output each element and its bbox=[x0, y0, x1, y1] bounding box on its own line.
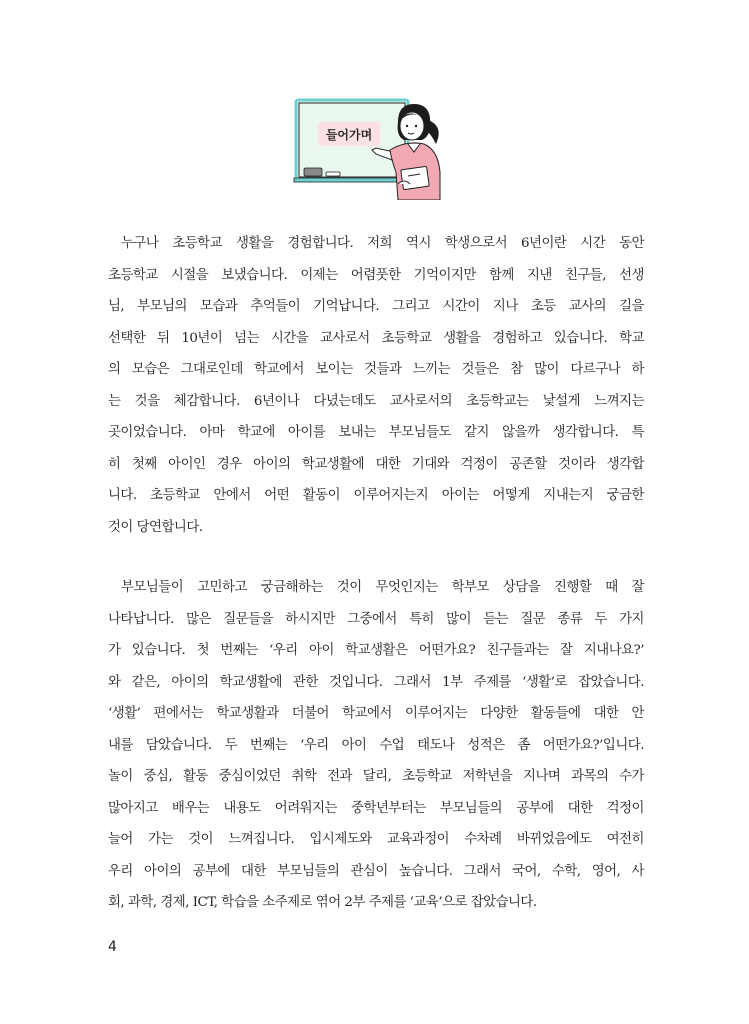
text-line: 우리 아이의 공부에 대한 부모님들의 관심이 높습니다. 그래서 국어, 수학, 영어, 사 bbox=[108, 863, 644, 879]
text-line: 회, 과학, 경제, ICT, 학습을 소주제로 엮어 2부 주제를 ‘교육’으로 잡았습니다. bbox=[108, 895, 537, 910]
text-line: 나타납니다. 많은 질문들을 하시지만 그중에서 특히 많이 듣는 질문 종류 두 가지 bbox=[108, 611, 644, 627]
intro-paragraph-1 bbox=[108, 228, 644, 543]
text-line: 누구나 초등학교 생활을 경험합니다. 저희 역시 학생으로서 6년이란 시간 동안 bbox=[121, 236, 644, 251]
page-number: 4 bbox=[108, 939, 117, 955]
board-title: 들어가며 bbox=[325, 128, 373, 142]
book-icon bbox=[401, 166, 430, 189]
marker-icon bbox=[326, 172, 340, 176]
teacher-whiteboard-illustration bbox=[290, 92, 460, 200]
text-line: 것이 당연합니다. bbox=[108, 519, 203, 535]
text-line: 부모님들이 고민하고 궁금해하는 것이 무엇인지는 학부모 상담을 진행할 때 잘 bbox=[121, 580, 644, 595]
text-line: 곳이었습니다. 아마 학교에 아이를 보내는 부모님들도 같지 않을까 생각합니다. 특 bbox=[108, 425, 644, 440]
text-line: 의 모습은 그대로인데 학교에서 보이는 것들과 느끼는 것들은 참 많이 다르구나 하 bbox=[108, 362, 644, 377]
text-line: 가 있습니다. 첫 번째는 ‘우리 아이 학교생활은 어떤가요? 친구들과는 잘 지내나요?’ bbox=[108, 643, 644, 658]
chalk-tray bbox=[294, 178, 412, 182]
text-line: 니다. 초등학교 안에서 어떤 활동이 이루어지는지 아이는 어떻게 지내는지 궁금한 bbox=[108, 488, 644, 503]
text-line: ‘생활’ 편에서는 학교생활과 더불어 학교에서 이루어지는 다양한 활동들에 대한 안 bbox=[108, 706, 644, 721]
text-line: 늘어 가는 것이 느껴집니다. 입시제도와 교육과정이 수차례 바뀌었음에도 여전히 bbox=[108, 832, 644, 847]
eraser-icon bbox=[304, 168, 322, 176]
text-line: 와 같은, 아이의 학교생활에 관한 것입니다. 그래서 1부 주제를 ‘생활’로 잡았습니다. bbox=[108, 674, 644, 690]
text-line: 많아지고 배우는 내용도 어려워지는 중학년부터는 부모님들의 공부에 대한 걱정이 bbox=[108, 800, 644, 816]
intro-paragraph-2 bbox=[108, 572, 644, 919]
text-line: 내를 담았습니다. 두 번째는 ‘우리 아이 수업 태도나 성적은 좀 어떤가요?’입니다. bbox=[108, 737, 644, 753]
text-line: 선택한 뒤 10년이 넘는 시간을 교사로서 초등학교 생활을 경험하고 있습니다. 학교 bbox=[108, 330, 644, 346]
text-line: 님, 부모님의 모습과 추억들이 기억납니다. 그리고 시간이 지나 초등 교사의 길을 bbox=[108, 299, 644, 314]
text-line: 히 첫째 아이인 경우 아이의 학교생활에 대한 기대와 걱정이 공존할 것이라 생각합 bbox=[108, 456, 644, 472]
text-line: 는 것을 체감합니다. 6년이나 다녔는데도 교사로서의 초등학교는 낯설게 느껴지는 bbox=[108, 393, 644, 409]
text-line: 놀이 중심, 활동 중심이었던 취학 전과 달리, 초등학교 저학년을 지나며 과목의 수가 bbox=[108, 769, 644, 784]
text-line: 초등학교 시절을 보냈습니다. 이제는 어렴풋한 기억이지만 함께 지낸 친구들, 선생 bbox=[108, 267, 644, 283]
